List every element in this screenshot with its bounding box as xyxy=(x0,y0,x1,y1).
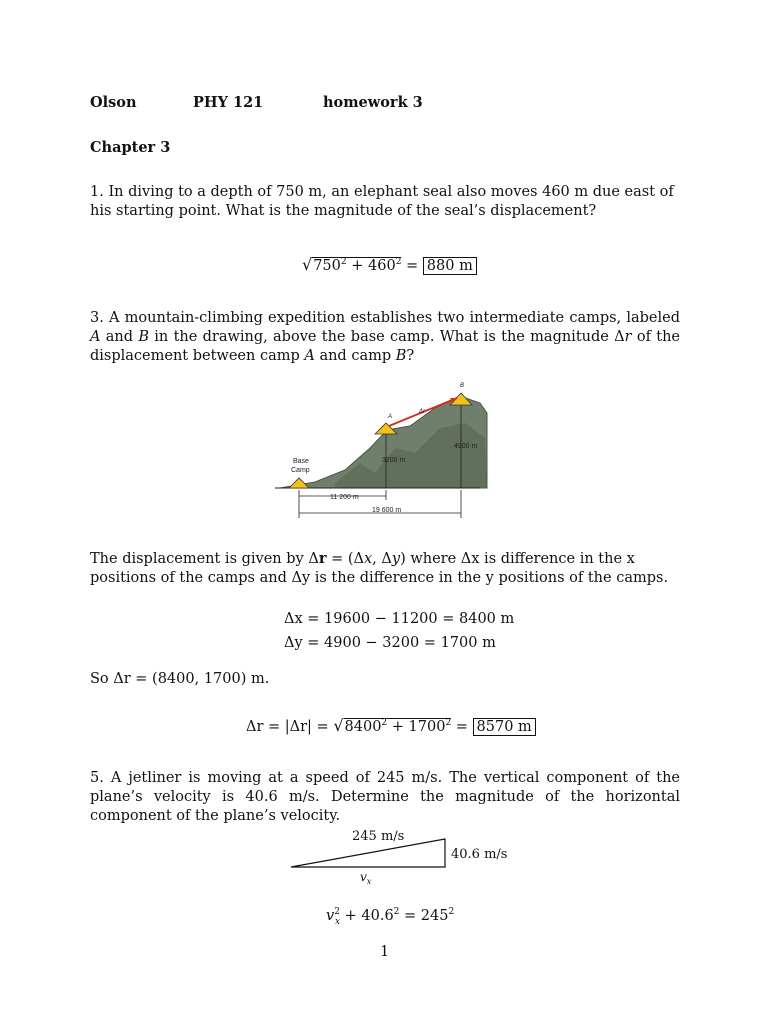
problem-5-text: 5. A jetliner is moving at a speed of 245 m/s. The vertical component of the plane’s velocity is 40.6 m/s. Determine the magnitude of the horizontal component of the plane’s velocity. xyxy=(90,770,680,824)
label-11200: 11 200 m xyxy=(330,494,359,501)
hypotenuse-label: 245 m/s xyxy=(352,829,405,844)
problem-3-text: 3. A mountain-climbing expedition establishes two intermediate camps, labeled A and B in the drawing, above the base camp. What is the magnitude Δr of the displacement between camp A and camp B? xyxy=(90,310,680,364)
label-19600: 19 600 m xyxy=(372,507,402,514)
problem-1-answer: 880 m xyxy=(423,257,477,275)
label-camp-b: B xyxy=(460,383,465,389)
problem-3-answer: 8570 m xyxy=(473,718,536,736)
mountain-figure xyxy=(275,378,490,523)
label-delta-r: Δr xyxy=(419,409,426,415)
label-camp: Camp xyxy=(291,467,310,474)
velocity-triangle xyxy=(285,825,525,890)
so-line: So Δr = (8400, 1700) m. xyxy=(90,671,270,687)
label-3200: 3200 m xyxy=(382,457,406,464)
problem-5-equation: $v^2_x + 40.6^2 = 245^2$ xyxy=(326,907,455,927)
course-code: PHY 121 xyxy=(193,94,264,111)
horizontal-label: $v_x$ xyxy=(360,870,372,886)
base-camp-tent xyxy=(289,478,309,488)
delta-x-equation: Δx = 19600 − 11200 = 8400 m xyxy=(284,611,515,627)
problem-3-final-equation: $\Delta r = |\Delta r| = √8400^2 + 1700^2 = 8570$ m xyxy=(246,716,536,735)
label-camp-a: A xyxy=(388,414,393,420)
author-name: Olson xyxy=(90,94,137,111)
assignment-title: homework 3 xyxy=(323,94,423,111)
label-base: Base xyxy=(293,458,309,465)
page-number: 1 xyxy=(380,944,390,960)
problem-3-explanation: The displacement is given by Δr = (Δx, Δy) where Δx is difference in the x positions of the camps and Δy is the difference in the y positions of the camps. xyxy=(90,550,669,586)
vertical-label: 40.6 m/s xyxy=(451,847,508,862)
problem-1-equation: $√750^2 + 460^2 = 880$ m xyxy=(302,255,477,274)
delta-y-equation: Δy = 4900 − 3200 = 1700 m xyxy=(284,635,496,651)
problem-1-text: 1. In diving to a depth of 750 m, an elephant seal also moves 460 m due east of his starting point. What is the magnitude of the seal’s displacement? xyxy=(90,184,674,219)
chapter-heading: Chapter 3 xyxy=(90,139,171,156)
label-4900: 4900 m xyxy=(454,443,478,450)
